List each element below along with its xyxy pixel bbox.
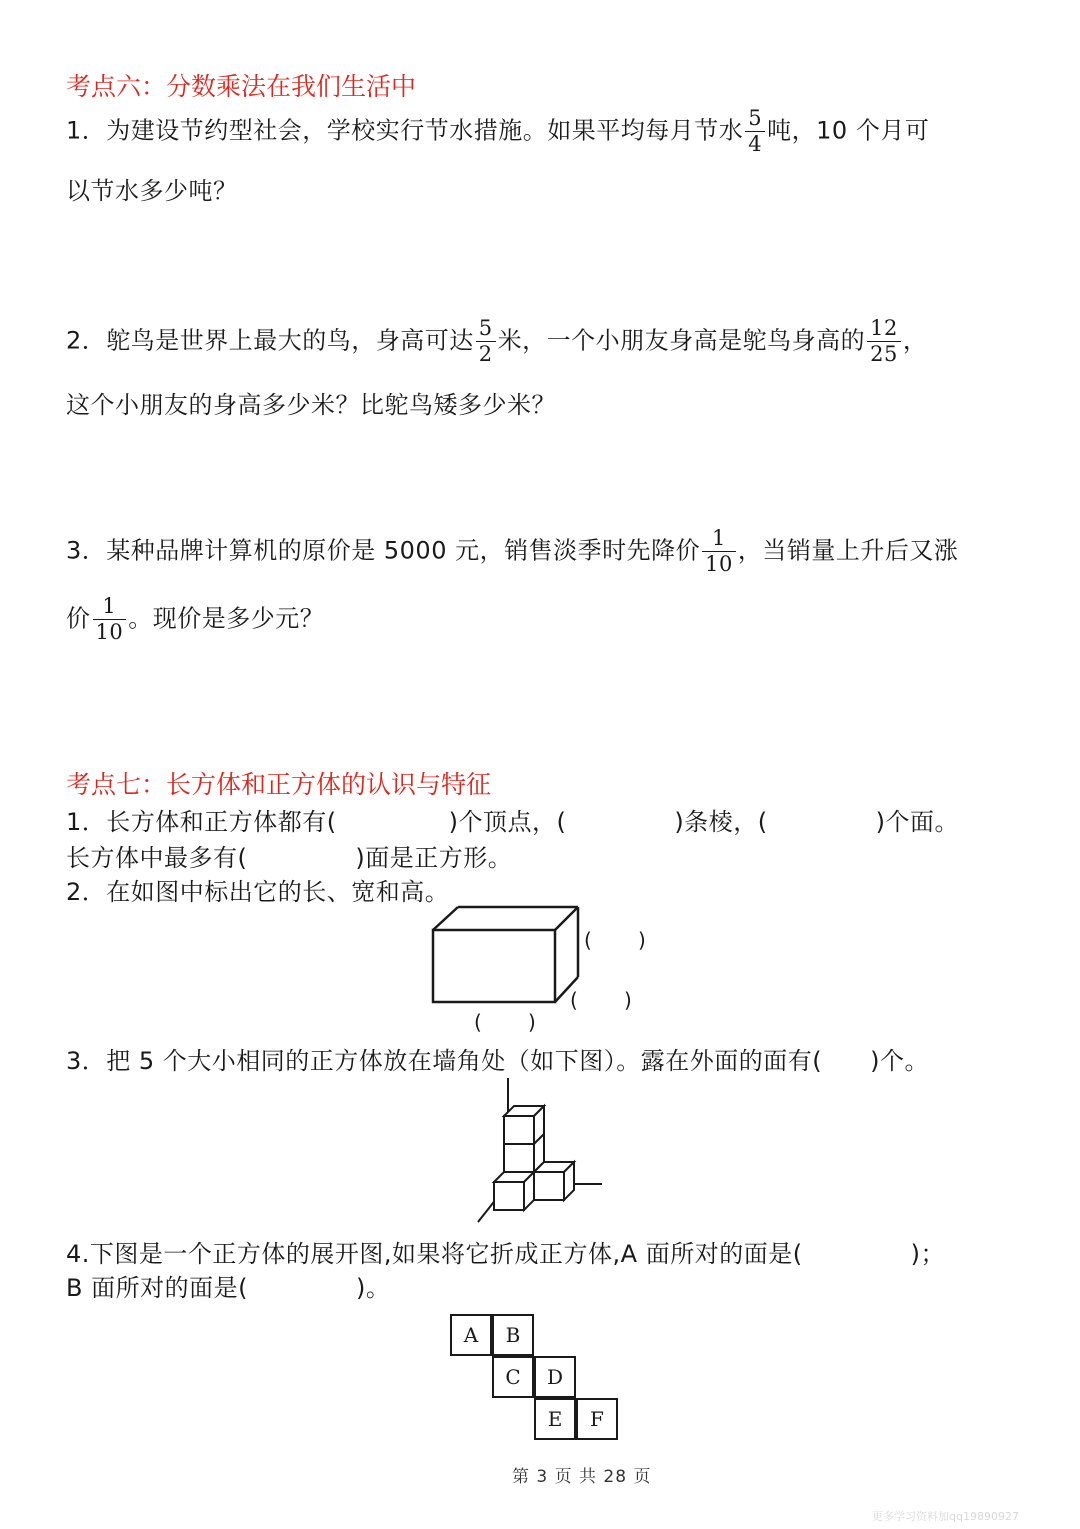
watermark: 更多学习资料加qq19890927 (872, 1510, 1019, 1523)
question-text: 3．把 5 个大小相同的正方体放在墙角处（如下图）。露在外面的面有( (66, 1047, 823, 1075)
question-text: 3．某种品牌计算机的原价是 5000 元，销售淡季时先降价 (66, 536, 701, 565)
net-face-c: C (492, 1356, 534, 1398)
height-label-close: ) (638, 928, 646, 952)
page-footer: 第 3 页 共 28 页 (512, 1467, 652, 1487)
fraction: $\frac{5}{2}$ (476, 318, 496, 365)
question-text: 米，一个小朋友身高是鸵鸟身高的 (497, 326, 866, 355)
height-label-open: ( (584, 928, 592, 952)
width-label-open: ( (570, 988, 578, 1012)
net-face-b: B (492, 1314, 534, 1356)
question-text: B 面所对的面是( (66, 1274, 248, 1302)
length-label-close: ) (528, 1010, 536, 1034)
question-text: 价 (66, 604, 91, 633)
net-face-e: E (534, 1398, 576, 1440)
question-text: )个。 (870, 1047, 930, 1075)
question-6-3-line-2 (66, 596, 324, 643)
question-text: )个顶点，( (448, 808, 567, 836)
fraction: $\frac{5}{4}$ (745, 108, 765, 155)
question-7-1-line-2 (66, 838, 512, 873)
question-7-4-line-2 (66, 1268, 390, 1303)
net-face-d: D (534, 1356, 576, 1398)
fraction: $\frac{12}{25}$ (867, 318, 901, 365)
fraction: $\frac{1}{10}$ (702, 528, 736, 575)
question-text: 1．长方体和正方体都有( (66, 808, 337, 836)
question-text: ，当销量上升后又涨 (737, 536, 959, 565)
question-6-3-line-1 (66, 528, 958, 575)
cuboid-figure (430, 904, 590, 1014)
net-face-f: F (576, 1398, 618, 1440)
question-text: ， (902, 326, 928, 355)
question-text: 1．为建设节约型社会，学校实行节水措施。如果平均每月节水 (66, 116, 744, 145)
question-text: )面是正方形。 (355, 844, 513, 872)
question-text: 。现价是多少元？ (128, 604, 325, 633)
section-7-title: 考点七：长方体和正方体的认识与特征 (66, 770, 492, 799)
section-6-title: 考点六：分数乘法在我们生活中 (66, 72, 417, 101)
question-6-1-line-2: 以节水多少吨？ (66, 177, 238, 205)
question-7-3 (66, 1041, 929, 1076)
question-text: )； (910, 1240, 945, 1268)
net-face-a: A (450, 1314, 492, 1356)
question-text: 4.下图是一个正方体的展开图,如果将它折成正方体,A 面所对的面是( (66, 1240, 803, 1268)
length-label-open: ( (474, 1010, 482, 1034)
question-6-2-line-2: 这个小朋友的身高多少米？比鸵鸟矮多少米？ (66, 391, 556, 419)
question-6-1-line-1 (66, 108, 929, 155)
question-7-4-line-1 (66, 1234, 945, 1269)
question-text: )个面。 (875, 808, 959, 836)
question-6-2-line-1 (66, 318, 927, 365)
width-label-close: ) (624, 988, 632, 1012)
question-7-2: 2．在如图中标出它的长、宽和高。 (66, 878, 450, 906)
question-text: 长方体中最多有( (66, 844, 248, 872)
stacked-cubes-figure (470, 1076, 610, 1226)
question-text: )条棱，( (674, 808, 768, 836)
question-text: 2．鸵鸟是世界上最大的鸟，身高可达 (66, 326, 474, 355)
fraction: $\frac{1}{10}$ (93, 596, 127, 643)
question-text: )。 (355, 1274, 391, 1302)
question-text: 吨，10 个月可 (767, 116, 930, 145)
question-7-1-line-1 (66, 802, 959, 837)
